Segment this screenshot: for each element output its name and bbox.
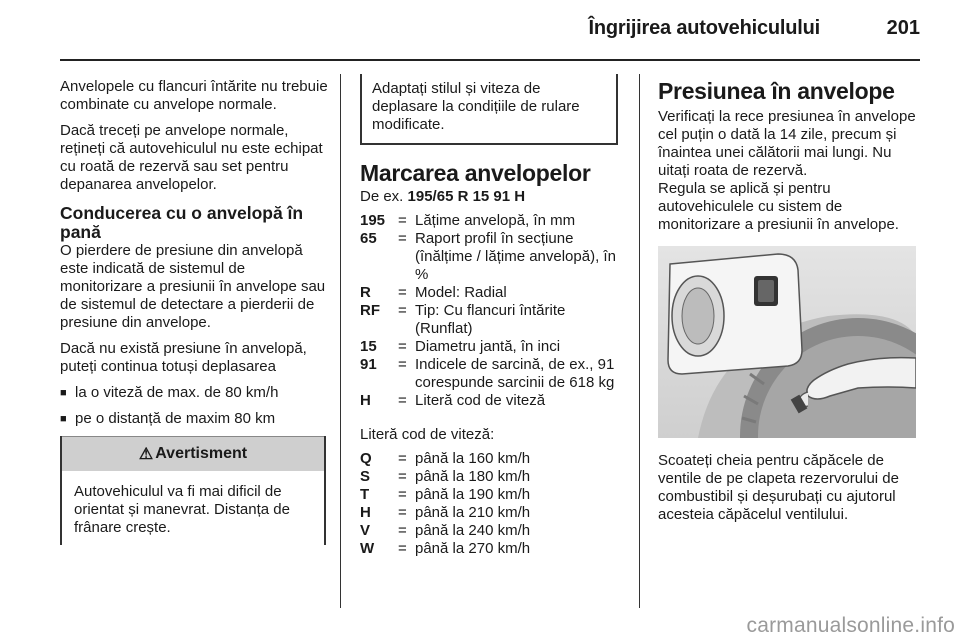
def-code: H (360, 392, 371, 409)
def-equals: = (398, 212, 407, 229)
paragraph: Dacă treceți pe anvelope normale, rețineți că autovehiculul nu este echipat cu roată de rezervă sau set pentru depanarea anvelopelor. (60, 122, 323, 193)
def-equals: = (398, 392, 407, 409)
table-row (360, 284, 626, 302)
def-equals: = (398, 230, 407, 247)
example-line (360, 188, 626, 206)
left-column (60, 78, 328, 545)
def-text: până la 160 km/h (415, 450, 531, 467)
speed-code-table (360, 450, 626, 558)
def-text: Lățime anvelopă, în mm (415, 212, 576, 229)
def-equals: = (398, 356, 407, 373)
def-equals: = (398, 468, 407, 485)
section-heading: Marcarea anvelopelor (360, 160, 591, 186)
warning-text: Autovehiculul va fi mai dificil de orientat și manevrat. Distanța de frânare crește. (74, 483, 290, 536)
example-prefix: De ex. (360, 188, 404, 205)
def-text: Indicele de sarcină, de ex., 91 corespunde sarcinii de 618 kg (415, 356, 615, 391)
list-item (60, 410, 328, 428)
example-code: 195/65 R 15 91 H (407, 188, 526, 205)
def-equals: = (398, 540, 407, 557)
bullet-icon: ■ (60, 413, 67, 425)
paragraph: O pierdere de presiune din anvelopă este indicată de sistemul de monitorizare a presiunii în anvelope sau de sistemul de detectare a pierderii de presiune din anvelope. (60, 242, 326, 331)
column-divider-right (639, 74, 640, 608)
def-equals: = (398, 522, 407, 539)
paragraph: Anvelopele cu flancuri întărite nu trebuie combinate cu anvelope normale. (60, 78, 328, 113)
illustration-svg (658, 246, 916, 438)
def-code: R (360, 284, 371, 301)
table-row (360, 230, 626, 284)
def-equals: = (398, 338, 407, 355)
table-row (360, 356, 626, 392)
speed-heading: Literă cod de viteză: (360, 426, 495, 443)
def-text: până la 270 km/h (415, 540, 531, 557)
table-row (360, 212, 626, 230)
warning-title: Avertisment (155, 445, 248, 462)
def-equals: = (398, 450, 407, 467)
def-code: 15 (360, 338, 377, 355)
column-divider-left (340, 74, 341, 608)
table-row (360, 486, 626, 504)
tire-code-table (360, 212, 626, 410)
warning-header (62, 436, 324, 471)
def-text: până la 190 km/h (415, 486, 531, 503)
def-code: 65 (360, 230, 377, 247)
paragraph: Verificați la rece presiunea în anvelope cel puțin o dată la 14 zile, precum și înaintea unei călătorii mai lungi. Nu uitați roata de rezervă. (658, 108, 916, 179)
def-text: până la 240 km/h (415, 522, 531, 539)
watermark: carmanualsonline.info (746, 614, 955, 637)
section-heading: Conducerea cu o anvelopă în pană (60, 203, 304, 242)
table-row (360, 540, 626, 558)
figure-caption: Scoateți cheia pentru căpăcele de ventile de pe clapeta rezervorului de combustibil și deșurubați cu ajutorul acesteia căpăcelul ventilului. (658, 452, 899, 523)
section-heading: Presiunea în anvelope (658, 78, 895, 104)
def-text: Diametru jantă, în inci (415, 338, 561, 355)
middle-column (360, 78, 626, 558)
list-item-text: la o viteză de max. de 80 km/h (75, 384, 279, 401)
table-row (360, 468, 626, 486)
def-equals: = (398, 504, 407, 521)
def-equals: = (398, 284, 407, 301)
def-code: 195 (360, 212, 386, 229)
note-box: Adaptați stilul și viteza de deplasare la condițiile de rulare modificate. (360, 74, 618, 145)
list-item-text: pe o distanță de maxim 80 km (75, 410, 276, 427)
warning-icon: ⚠ (138, 446, 154, 463)
table-row (360, 450, 626, 468)
paragraph: Dacă nu există presiune în anvelopă, puteți continua totuși deplasarea (60, 340, 307, 375)
def-text: Model: Radial (415, 284, 507, 301)
valve-cap-illustration (658, 246, 916, 438)
def-code: RF (360, 302, 380, 319)
def-code: T (360, 486, 370, 503)
def-text: Raport profil în secțiune (înălțime / lățime anvelopă), în % (415, 230, 616, 283)
def-equals: = (398, 486, 407, 503)
table-row (360, 504, 626, 522)
def-text: până la 180 km/h (415, 468, 531, 485)
filler-cap (682, 288, 714, 344)
table-row (360, 302, 626, 338)
page-number: 201 (886, 17, 920, 39)
def-code: V (360, 522, 371, 539)
def-equals: = (398, 302, 407, 319)
table-row (360, 392, 626, 410)
def-code: H (360, 504, 371, 521)
def-text: până la 210 km/h (415, 504, 531, 521)
def-code: W (360, 540, 375, 557)
paragraph: Regula se aplică și pentru autovehiculele cu sistem de monitorizare a presiunii în anvelope. (658, 180, 899, 233)
table-row (360, 338, 626, 356)
table-row (360, 522, 626, 540)
def-text: Tip: Cu flancuri întărite (Runflat) (415, 302, 566, 337)
header-rule (60, 59, 920, 61)
bullet-icon: ■ (60, 387, 67, 399)
chapter-title: Îngrijirea autovehiculului (588, 17, 820, 39)
right-column (658, 78, 920, 532)
warning-box (60, 436, 326, 545)
def-code: 91 (360, 356, 377, 373)
def-code: S (360, 468, 371, 485)
def-text: Literă cod de viteză (415, 392, 546, 409)
list-item (60, 384, 328, 402)
def-code: Q (360, 450, 372, 467)
valve-key (758, 280, 774, 302)
